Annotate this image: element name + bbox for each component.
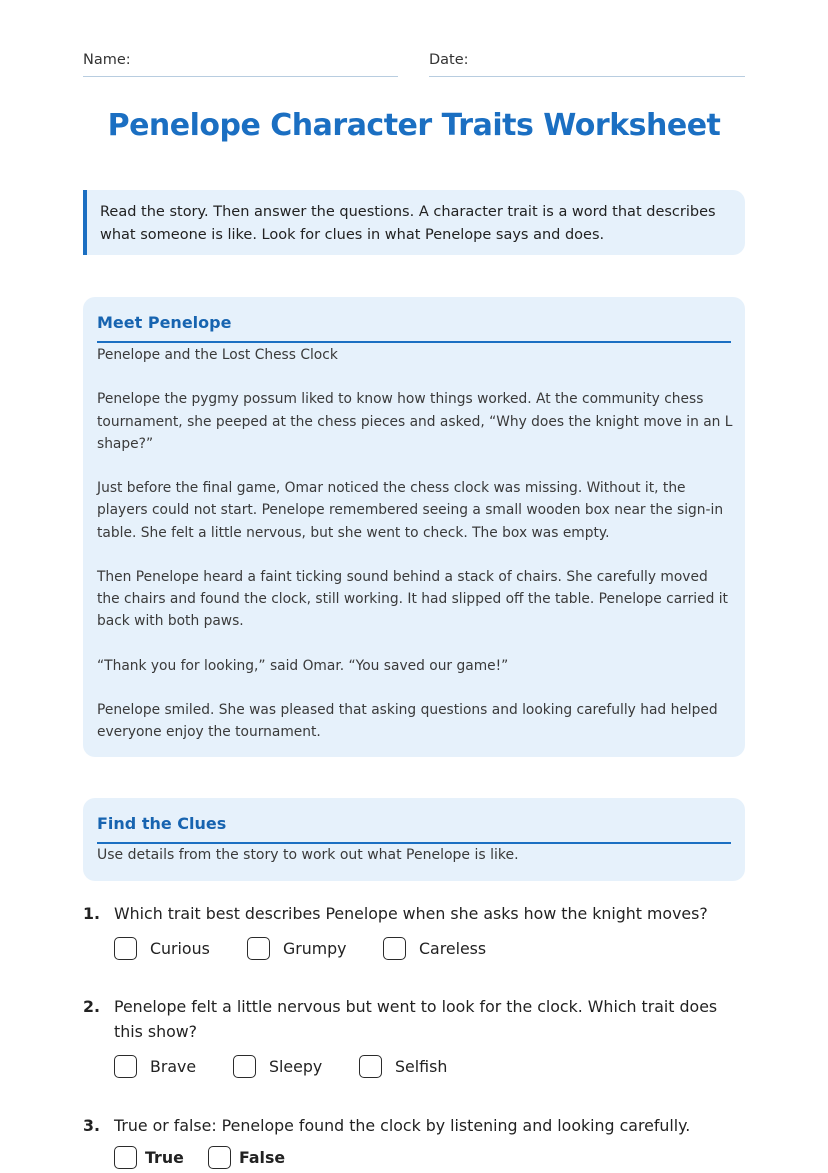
question-1	[83, 901, 745, 971]
instructions-box: Read the story. Then answer the questions. A character trait is a word that describes what someone is like. Look for clues in what Penelope says and does.	[83, 190, 745, 255]
checkbox[interactable]	[247, 937, 270, 960]
story-card	[83, 297, 745, 757]
question-text: Which trait best describes Penelope when she asks how the knight moves?	[114, 904, 708, 923]
story-title: Penelope and the Lost Chess Clock	[97, 347, 338, 363]
name-field[interactable]	[83, 50, 398, 77]
checkbox[interactable]	[114, 937, 137, 960]
checkbox[interactable]	[233, 1055, 256, 1078]
story-paragraph: “Thank you for looking,” said Omar. “You saved our game!”	[97, 657, 509, 674]
clues-subtitle: Use details from the story to work out what Penelope is like.	[97, 847, 519, 863]
option-label: Curious	[150, 939, 210, 958]
option-label: Brave	[150, 1057, 197, 1076]
option-label: Grumpy	[283, 939, 347, 958]
question-number: 2.	[83, 997, 100, 1016]
option-label: Careless	[419, 939, 487, 958]
story-paragraph: Then Penelope heard a faint ticking sound behind a stack of chairs. She carefully moved the chairs and found the clock, still working. It had slipped off the table. Penelope carried it back with both paws.	[97, 568, 728, 630]
option-label: Sleepy	[269, 1057, 323, 1076]
story-heading-text: Meet Penelope	[97, 313, 232, 332]
page-title: Penelope Character Traits Worksheet	[107, 108, 721, 143]
checkbox[interactable]	[383, 937, 406, 960]
story-paragraph: Just before the final game, Omar noticed the chess clock was missing. Without it, the players could not start. Penelope remembered seeing a small wooden box near the sign-in table. She felt a little nervous, but she went to check. The box was empty.	[97, 480, 724, 541]
date-field[interactable]	[429, 50, 745, 77]
story-heading	[97, 311, 731, 343]
question-text: Penelope felt a little nervous but went to look for the clock. Which trait does this show?	[114, 997, 718, 1041]
date-label: Date:	[429, 52, 469, 68]
checkbox[interactable]	[359, 1055, 382, 1078]
option-label: True	[145, 1148, 184, 1167]
question-number: 3.	[83, 1116, 100, 1135]
option-label: Selfish	[395, 1057, 448, 1076]
question-3	[83, 1113, 745, 1171]
clues-heading	[97, 812, 731, 844]
clues-card	[83, 798, 745, 881]
checkbox[interactable]	[208, 1146, 231, 1169]
checkbox[interactable]	[114, 1146, 137, 1169]
story-paragraph: Penelope the pygmy possum liked to know how things worked. At the community chess tournament, she peeped at the chess pieces and asked, “Why does the knight move in an L shape?”	[97, 391, 733, 452]
name-label: Name:	[83, 52, 131, 68]
name-date-row	[83, 50, 745, 77]
option-label: False	[239, 1148, 286, 1167]
question-number: 1.	[83, 904, 100, 923]
story-paragraph: Penelope smiled. She was pleased that asking questions and looking carefully had helped everyone enjoy the tournament.	[97, 702, 718, 741]
clues-heading-text: Find the Clues	[97, 814, 227, 833]
question-2	[83, 994, 745, 1090]
checkbox[interactable]	[114, 1055, 137, 1078]
question-text: True or false: Penelope found the clock by listening and looking carefully.	[114, 1116, 691, 1135]
story-text	[97, 344, 733, 744]
